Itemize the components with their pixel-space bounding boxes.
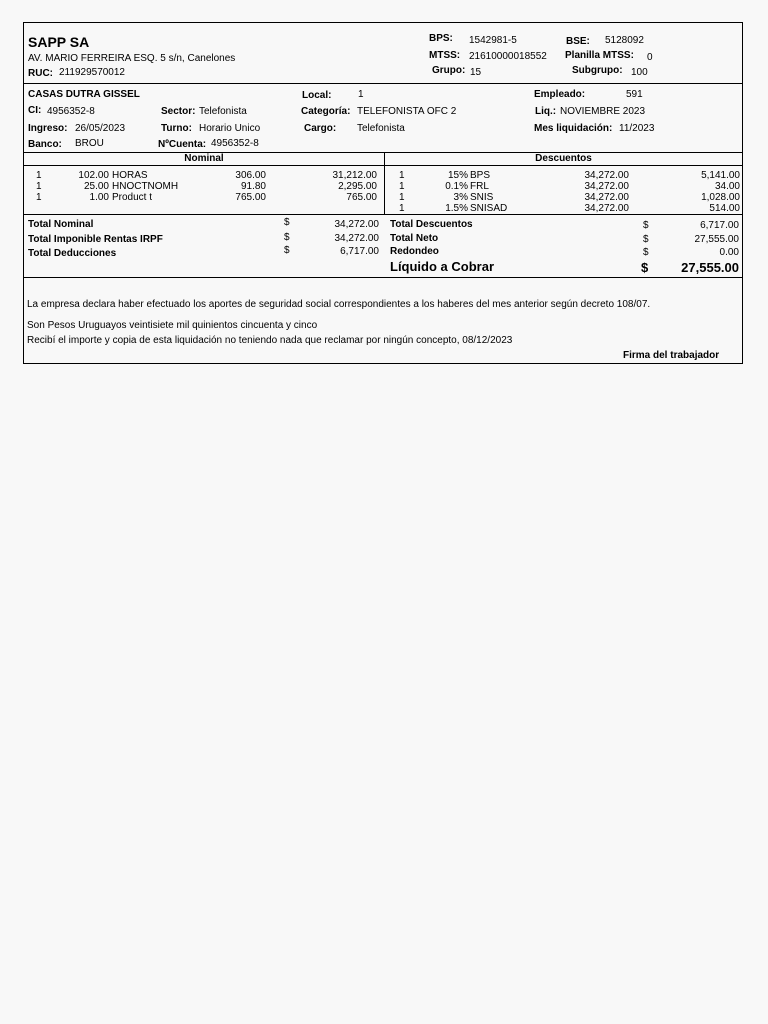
- grupo-label: Grupo:: [432, 65, 466, 76]
- currency-symbol: $: [284, 232, 290, 243]
- mtss-label: MTSS:: [429, 50, 461, 61]
- deducciones-value: 6,717.00: [340, 246, 379, 257]
- bps-label: BPS:: [429, 33, 453, 44]
- turno-value: Horario Unico: [199, 123, 261, 134]
- cuenta-value: 4956352-8: [211, 138, 259, 149]
- nominal-total: 765.00: [346, 192, 377, 203]
- signature-label: Firma del trabajador: [623, 350, 720, 361]
- redondeo-value: 0.00: [719, 247, 739, 258]
- descuento-qty: 1: [399, 203, 405, 214]
- divider: [24, 214, 742, 215]
- liquido-label: Líquido a Cobrar: [390, 259, 494, 274]
- amount-in-words: Son Pesos Uruguayos veintisiete mil quinientos cincuenta y cinco: [27, 320, 318, 331]
- currency-symbol: $: [643, 247, 649, 258]
- local-value: 1: [358, 89, 364, 100]
- nominal-amount: 25.00: [83, 181, 109, 192]
- banco-label: Banco:: [28, 139, 62, 150]
- nominal-total: 2,295.00: [338, 181, 377, 192]
- liq-label: Liq.:: [535, 106, 557, 117]
- redondeo-label: Redondeo: [390, 246, 439, 257]
- ingreso-value: 26/05/2023: [75, 123, 126, 134]
- descuento-base: 34,272.00: [584, 192, 629, 203]
- cargo-label: Cargo:: [304, 123, 337, 134]
- descuento-pct: 3%: [453, 192, 468, 203]
- descuentos-header: Descuentos: [535, 153, 592, 164]
- ruc-value: 211929570012: [59, 67, 125, 78]
- nominal-concept: HNOCTNOMH: [112, 181, 179, 192]
- ingreso-label: Ingreso:: [28, 123, 68, 134]
- empleado-value: 591: [626, 89, 643, 100]
- descuento-concept: SNISAD: [470, 203, 508, 214]
- bse-label: BSE:: [566, 36, 590, 47]
- total-nominal-label: Total Nominal: [28, 219, 94, 230]
- local-label: Local:: [302, 90, 332, 101]
- cargo-value: Telefonista: [357, 123, 405, 134]
- company-name: SAPP SA: [28, 34, 90, 50]
- banco-value: BROU: [75, 138, 104, 149]
- planilla-value: 0: [647, 52, 653, 63]
- descuento-total: 1,028.00: [701, 192, 740, 203]
- nominal-amount: 102.00: [78, 170, 109, 181]
- deducciones-label: Total Deducciones: [28, 248, 117, 259]
- imponible-label: Total Imponible Rentas IRPF: [28, 234, 163, 245]
- nominal-amount: 1.00: [89, 192, 109, 203]
- empleado-label: Empleado:: [534, 89, 586, 100]
- descuento-qty: 1: [399, 192, 405, 203]
- sector-label: Sector:: [161, 106, 196, 117]
- receipt-text: Recibí el importe y copia de esta liquidación no teniendo nada que reclamar por ningún concepto, 08/12/2023: [27, 335, 513, 346]
- currency-symbol: $: [643, 220, 649, 231]
- ci-value: 4956352-8: [47, 106, 95, 117]
- currency-symbol: $: [284, 217, 290, 228]
- nominal-total: 31,212.00: [332, 170, 377, 181]
- payslip-document: [23, 22, 743, 364]
- subgrupo-value: 100: [631, 67, 648, 78]
- divider: [24, 83, 742, 84]
- descuento-qty: 1: [399, 170, 405, 181]
- total-neto-label: Total Neto: [390, 233, 439, 244]
- descuento-concept: FRL: [470, 181, 489, 192]
- company-address: AV. MARIO FERREIRA ESQ. 5 s/n, Canelones: [28, 53, 236, 64]
- liquido-value: 27,555.00: [681, 260, 739, 275]
- categoria-label: Categoría:: [301, 106, 351, 117]
- declaration-text: La empresa declara haber efectuado los aportes de seguridad social correspondientes a los haberes del mes anterior según decreto 108/07.: [27, 299, 651, 310]
- nominal-qty: 1: [36, 181, 42, 192]
- descuento-pct: 1.5%: [445, 203, 468, 214]
- nominal-rate: 91.80: [240, 181, 266, 192]
- mes-value: 11/2023: [619, 123, 655, 134]
- total-descuentos-value: 6,717.00: [700, 220, 739, 231]
- bps-value: 1542981-5: [469, 35, 517, 46]
- currency-symbol: $: [643, 234, 649, 245]
- cuenta-label: NºCuenta:: [158, 139, 207, 150]
- total-descuentos-label: Total Descuentos: [390, 219, 473, 230]
- descuento-qty: 1: [399, 181, 405, 192]
- nominal-qty: 1: [36, 192, 42, 203]
- divider: [24, 277, 742, 278]
- nominal-rate: 765.00: [235, 192, 266, 203]
- grupo-value: 15: [470, 67, 482, 78]
- nominal-rate: 306.00: [235, 170, 266, 181]
- employee-name: CASAS DUTRA GISSEL: [28, 89, 140, 100]
- descuento-base: 34,272.00: [584, 203, 629, 214]
- mtss-value: 21610000018552: [469, 51, 547, 62]
- descuento-concept: SNIS: [470, 192, 494, 203]
- total-nominal-value: 34,272.00: [334, 219, 379, 230]
- nominal-concept: Product t: [112, 192, 153, 203]
- descuento-total: 514.00: [709, 203, 740, 214]
- descuento-concept: BPS: [470, 170, 491, 181]
- nominal-header: Nominal: [184, 153, 224, 164]
- nominal-qty: 1: [36, 170, 42, 181]
- descuento-total: 5,141.00: [701, 170, 740, 181]
- bse-value: 5128092: [605, 35, 644, 46]
- currency-symbol: $: [284, 245, 290, 256]
- nominal-concept: HORAS: [112, 170, 148, 181]
- sector-value: Telefonista: [199, 106, 247, 117]
- currency-symbol: $: [641, 260, 649, 275]
- descuento-base: 34,272.00: [584, 170, 629, 181]
- imponible-value: 34,272.00: [334, 233, 379, 244]
- descuento-pct: 0.1%: [445, 181, 468, 192]
- descuento-base: 34,272.00: [584, 181, 629, 192]
- descuento-total: 34.00: [714, 181, 740, 192]
- ci-label: CI:: [28, 105, 42, 116]
- total-neto-value: 27,555.00: [694, 234, 739, 245]
- divider: [24, 152, 742, 153]
- categoria-value: TELEFONISTA OFC 2: [357, 106, 457, 117]
- mes-label: Mes liquidación:: [534, 123, 613, 134]
- column-divider: [384, 152, 385, 214]
- subgrupo-label: Subgrupo:: [572, 65, 623, 76]
- ruc-label: RUC:: [28, 68, 53, 79]
- descuento-pct: 15%: [447, 170, 468, 181]
- liq-value: NOVIEMBRE 2023: [560, 106, 646, 117]
- divider: [24, 165, 742, 166]
- planilla-label: Planilla MTSS:: [565, 50, 634, 61]
- turno-label: Turno:: [161, 123, 192, 134]
